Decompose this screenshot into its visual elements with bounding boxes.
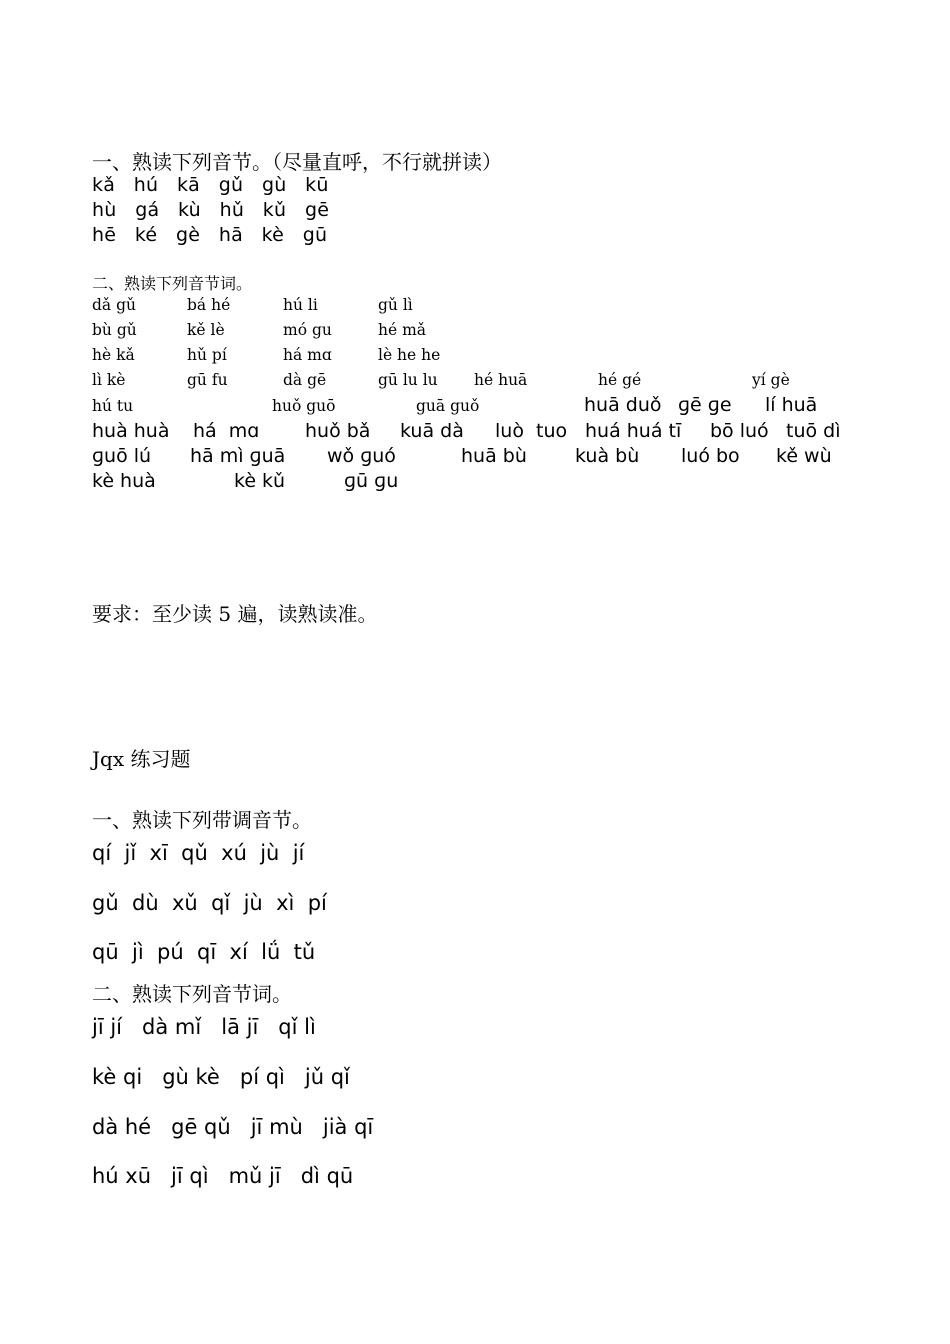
jqx-heading2: 二、熟读下列音节词。: [92, 982, 292, 1006]
word-item: lè he he: [378, 346, 441, 364]
word-item: lí huā: [765, 394, 818, 416]
word-item: ɡuō lú: [92, 445, 152, 467]
word-row: jī jí dà mǐ lā jī qǐ lì: [92, 1015, 316, 1039]
syllable-row: hù gá kù hǔ kǔ gē: [92, 199, 330, 221]
word-item: kè kǔ: [234, 470, 286, 492]
word-item: hú tu: [92, 397, 134, 415]
word-item: ɡū ɡu: [344, 470, 399, 492]
word-item: huā bù: [461, 445, 527, 467]
word-item: lì kè: [92, 371, 126, 389]
word-item: hé huā: [474, 371, 528, 389]
word-item: bá hé: [187, 296, 231, 314]
word-item: kè huà: [92, 470, 156, 492]
word-item: huà huà: [92, 420, 170, 442]
word-item: kě wù: [776, 445, 832, 467]
word-item: guā guǒ: [416, 397, 480, 415]
word-item: hè kǎ: [92, 346, 135, 364]
word-item: huā duǒ: [584, 394, 662, 416]
syllable-row: qí jǐ xī qǔ xú jù jí: [92, 841, 305, 865]
word-item: hú li: [283, 296, 318, 314]
section2-heading: 二、熟读下列音节词。: [92, 274, 253, 293]
word-item: luò tuo: [495, 420, 568, 442]
word-item: luó bo: [681, 445, 740, 467]
syllable-row: hē ké gè hā kè gū: [92, 224, 328, 246]
word-item: yí gè: [752, 371, 790, 389]
word-item: hǔ pí: [187, 346, 227, 364]
word-item: gǔ lì: [378, 296, 413, 314]
word-item: kuà bù: [575, 445, 640, 467]
word-item: há mɑ: [193, 420, 260, 442]
word-item: huǒ bǎ: [305, 420, 371, 442]
word-item: ɡē ɡe: [678, 394, 732, 416]
word-item: hé mǎ: [378, 321, 427, 339]
word-item: mó gu: [283, 321, 332, 339]
word-item: dǎ gǔ: [92, 296, 136, 314]
jqx-title: Jqx 练习题: [92, 747, 191, 771]
word-item: kuā dà: [400, 420, 464, 442]
word-item: hé gé: [598, 371, 642, 389]
word-item: tuō dì: [786, 420, 841, 442]
syllable-row: kǎ hú kā gǔ gù kū: [92, 174, 329, 196]
word-item: há mɑ: [283, 346, 332, 364]
section1-heading: 一、熟读下列音节。（尽量直呼，不行就拼读）: [92, 150, 502, 174]
word-item: huǒ guō: [272, 397, 336, 415]
word-item: bō luó: [710, 420, 769, 442]
word-item: gū lu lu: [378, 371, 438, 389]
word-item: wǒ ɡuó: [327, 445, 396, 467]
word-row: kè qi gù kè pí qì jǔ qǐ: [92, 1065, 350, 1089]
word-item: dà gē: [283, 371, 327, 389]
word-item: huá huá tī: [585, 420, 682, 442]
word-item: kě lè: [187, 321, 225, 339]
word-item: bù gǔ: [92, 321, 137, 339]
syllable-row: qū jì pú qī xí lǘ tǔ: [92, 940, 316, 964]
word-row: hú xū jī qì mǔ jī dì qū: [92, 1164, 354, 1188]
word-item: gū fu: [187, 371, 228, 389]
word-row: dà hé gē qǔ jī mù jià qī: [92, 1115, 374, 1139]
syllable-row: gǔ dù xǔ qǐ jù xì pí: [92, 891, 327, 915]
jqx-heading1: 一、熟读下列带调音节。: [92, 808, 312, 832]
requirement-text: 要求：至少读 5 遍，读熟读准。: [92, 602, 378, 626]
word-item: hā mì ɡuā: [190, 445, 286, 467]
